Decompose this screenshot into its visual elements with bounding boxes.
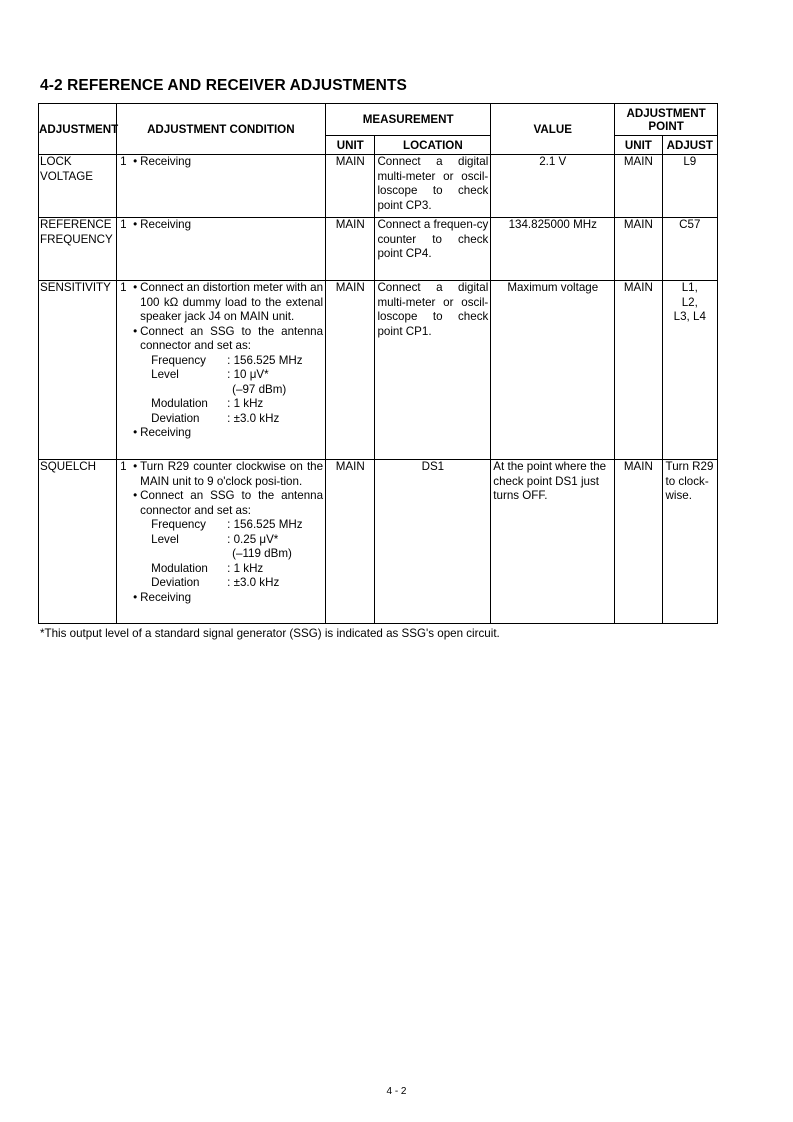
header-measurement: MEASUREMENT [326, 104, 491, 136]
row-meas-unit: MAIN [326, 460, 375, 624]
row-adj-unit: MAIN [615, 460, 662, 624]
row-meas-unit: MAIN [326, 155, 375, 218]
row-name: SENSITIVITY [39, 281, 117, 460]
table-row [39, 155, 718, 218]
table-row [39, 281, 718, 460]
table-row [39, 460, 718, 624]
row-location: Connect a digital multi-meter or oscil-loscope to check point CP1. [375, 281, 491, 460]
row-adj-unit: MAIN [615, 218, 662, 281]
row-adjust: L9 [662, 155, 717, 218]
row-value: Maximum voltage [491, 281, 615, 460]
header-adjustment: ADJUSTMENT [39, 104, 117, 155]
row-location: Connect a digital multi-meter or oscil-loscope to check point CP3. [375, 155, 491, 218]
row-name: SQUELCH [39, 460, 117, 624]
row-adjust: L1, L2, L3, L4 [662, 281, 717, 460]
row-step: 1 [116, 155, 130, 218]
header-point-unit: UNIT [615, 136, 662, 155]
row-location: DS1 [375, 460, 491, 624]
row-value: At the point where the check point DS1 just turns OFF. [491, 460, 615, 624]
row-name: LOCK VOLTAGE [39, 155, 117, 218]
page-number: 4 - 2 [386, 1086, 407, 1097]
row-adjust: C57 [662, 218, 717, 281]
row-meas-unit: MAIN [326, 218, 375, 281]
header-adjustment-point: ADJUSTMENT POINT [615, 104, 718, 136]
row-condition: • Turn R29 counter clockwise on the MAIN unit to 9 o'clock posi-tion. • Connect an SSG to the antenna connector and set as: Frequency : 156.525 MHz Level : 0.25 μV* (–119 dBm) Modulation : 1 kHz Deviation : ±3.0 kHz • Receiving [130, 460, 325, 624]
adjustment-table [38, 103, 718, 624]
header-location: LOCATION [375, 136, 491, 155]
row-condition: • Receiving [130, 155, 325, 218]
page-title: 4-2 REFERENCE AND RECEIVER ADJUSTMENTS [40, 77, 407, 94]
row-location: Connect a frequen-cy counter to check point CP4. [375, 218, 491, 281]
row-step: 1 [116, 218, 130, 281]
header-value: VALUE [491, 104, 615, 155]
header-adjust: ADJUST [662, 136, 717, 155]
header-measurement-unit: UNIT [326, 136, 375, 155]
row-adj-unit: MAIN [615, 155, 662, 218]
row-meas-unit: MAIN [326, 281, 375, 460]
row-value: 134.825000 MHz [491, 218, 615, 281]
row-condition: • Connect an distortion meter with an 100 kΩ dummy load to the extenal speaker jack J4 on MAIN unit. • Connect an SSG to the antenna connector and set as: Frequency : 156.525 MHz Level : 10 μV* (–97 dBm) Modulation : 1 kHz Deviation : ±3.0 kHz • Receiving [130, 281, 325, 460]
row-name: REFERENCE FREQUENCY [39, 218, 117, 281]
row-step: 1 [116, 460, 130, 624]
row-adj-unit: MAIN [615, 281, 662, 460]
row-adjust: Turn R29 to clock-wise. [662, 460, 717, 624]
row-value: 2.1 V [491, 155, 615, 218]
table-row [39, 218, 718, 281]
header-adjustment-condition: ADJUSTMENT CONDITION [116, 104, 326, 155]
row-condition: • Receiving [130, 218, 325, 281]
row-step: 1 [116, 281, 130, 460]
footnote: *This output level of a standard signal generator (SSG) is indicated as SSG's open circuit. [40, 627, 500, 640]
